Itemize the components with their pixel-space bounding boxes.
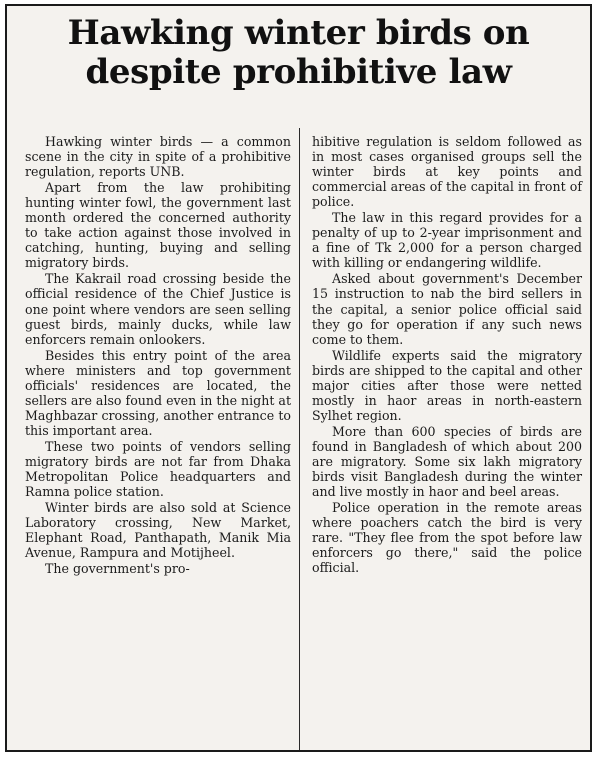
paragraph: Police operation in the remote areas where poachers catch the bird is very rare. "They flee from the spot before law enforcers go there," said the police official. <box>312 500 582 576</box>
right-column <box>300 128 590 750</box>
article-body <box>7 124 590 750</box>
paragraph: The Kakrail road crossing beside the official residence of the Chief Justice is one point where vendors are seen selling guest birds, mainly ducks, while law enforcers remain onlookers. <box>25 271 291 347</box>
left-column <box>7 128 300 750</box>
news-clipping <box>5 4 592 752</box>
paragraph: Winter birds are also sold at Science Laboratory crossing, New Market, Elephant Road, Panthapath, Manik Mia Avenue, Rampura and Motijheel. <box>25 500 291 561</box>
paragraph: Hawking winter birds — a common scene in the city in spite of a prohibitive regulation, reports UNB. <box>25 134 291 180</box>
paragraph: Asked about government's December 15 instruction to nab the bird sellers in the capital, a senior police official said they go for operation if any such news come to them. <box>312 271 582 347</box>
headline: Hawking winter birds on despite prohibitive law <box>67 13 530 92</box>
paragraph: Apart from the law prohibiting hunting winter fowl, the government last month ordered the concerned authority to take action against those involved in catching, hunting, buying and selling migratory birds. <box>25 180 291 271</box>
paragraph: Wildlife experts said the migratory birds are shipped to the capital and other major cities after those were netted mostly in haor areas in north-eastern Sylhet region. <box>312 347 582 423</box>
paragraph: Besides this entry point of the area where ministers and top government officials' residences are located, the sellers are also found even in the night at Maghbazar crossing, another entrance to this important area. <box>25 347 291 438</box>
paragraph: hibitive regulation is seldom followed as in most cases organised groups sell the winter birds at key points and commercial areas of the capital in front of police. <box>312 134 582 210</box>
paragraph: The government's pro- <box>45 561 190 577</box>
paragraph: More than 600 species of birds are found in Bangladesh of which about 200 are migratory. Some six lakh migratory birds visit Bangladesh during the winter and live mostly in haor and beel areas. <box>312 423 582 500</box>
paragraph: These two points of vendors selling migratory birds are not far from Dhaka Metropolitan Police headquarters and Ramna police station. <box>25 438 291 500</box>
paragraph: The law in this regard provides for a penalty of up to 2-year imprisonment and a fine of Tk 2,000 for a person charged with killing or endangering wildlife. <box>312 210 582 271</box>
